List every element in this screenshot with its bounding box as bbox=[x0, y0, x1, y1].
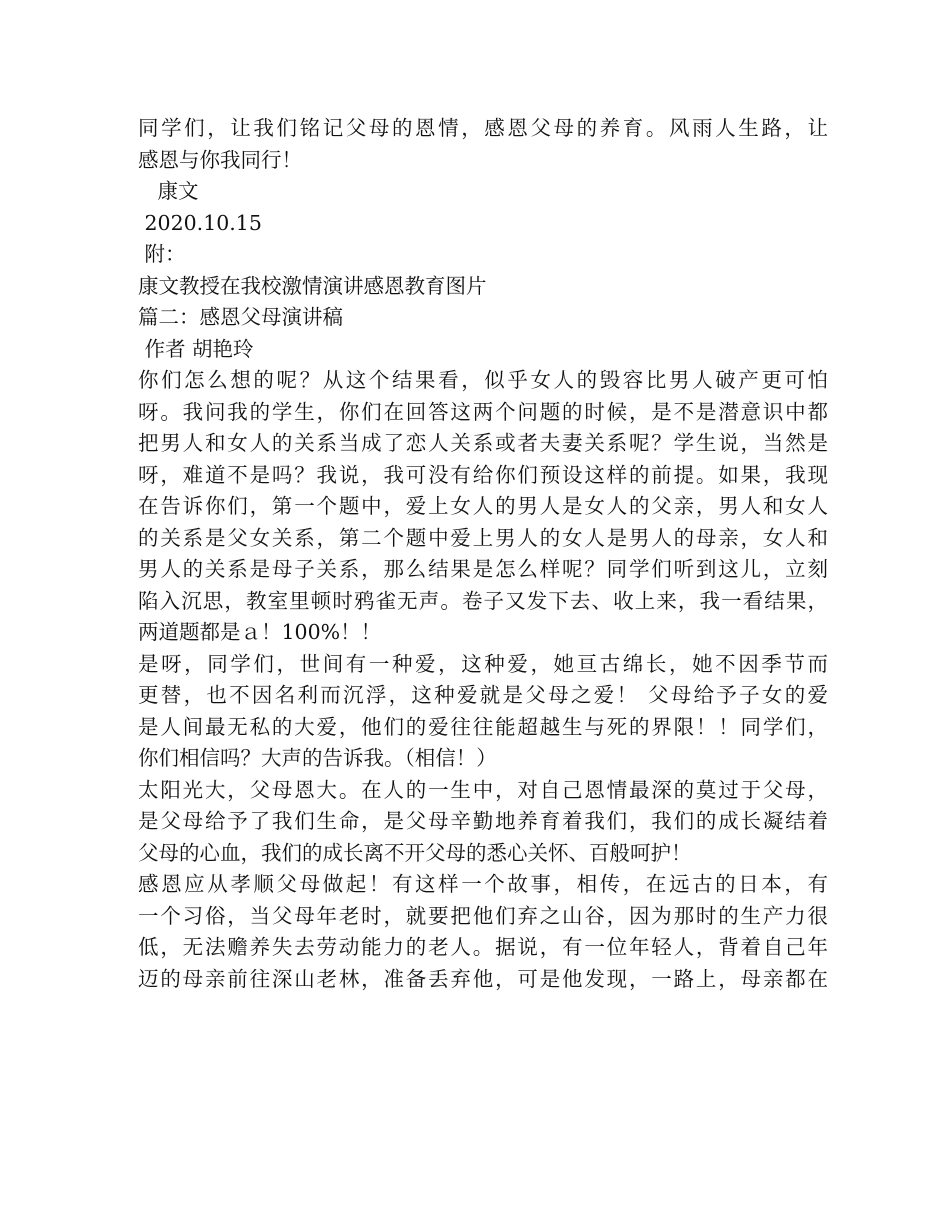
text-line: 感恩与你我同行！ bbox=[138, 147, 302, 172]
text-line: 呀，难道不是吗？我说，我可没有给你们预设这样的前提。如果，我现 bbox=[138, 462, 828, 487]
signature-name: 康文 bbox=[138, 179, 199, 203]
text-line: 父母的心血，我们的成长离不开父母的悉心关怀、百般呵护！ bbox=[138, 840, 692, 865]
text-line: 的关系是父女关系，第二个题中爱上男人的女人是男人的母亲，女人和 bbox=[138, 525, 828, 550]
text-line: 是父母给予了我们生命，是父母辛勤地养育着我们，我们的成长凝结着 bbox=[138, 809, 828, 833]
text-line: 把男人和女人的关系当成了恋人关系或者夫妻关系呢？学生说，当然是 bbox=[138, 431, 828, 455]
author-line: 作者 胡艳玲 bbox=[138, 336, 254, 361]
document-body bbox=[138, 113, 828, 995]
text-line: 男人的关系是母子关系，那么结果是怎么样呢？同学们听到这儿，立刻 bbox=[138, 557, 828, 581]
signature-date: 2020.10.15 bbox=[138, 210, 262, 235]
text-line: 呀。我问我的学生，你们在回答这两个问题的时候，是不是潜意识中都 bbox=[138, 399, 828, 424]
text-line: 在告诉你们，第一个题中，爱上女人的男人是女人的父亲，男人和女人 bbox=[138, 494, 828, 518]
text-line: 感恩应从孝顺父母做起！有这样一个故事，相传，在远古的日本，有 bbox=[138, 872, 828, 896]
text-line: 一个习俗，当父母年老时，就要把他们弃之山谷，因为那时的生产力很 bbox=[138, 903, 828, 928]
section-title: 篇二：感恩父母演讲稿 bbox=[138, 305, 343, 329]
text-line: 低，无法赡养失去劳动能力的老人。据说，有一位年轻人，背着自己年 bbox=[138, 935, 828, 959]
text-line: 更替，也不因名利而沉浮，这种爱就是父母之爱！ 父母给予子女的爱 bbox=[138, 683, 828, 707]
text-line: 太阳光大，父母恩大。在人的一生中，对自己恩情最深的莫过于父母， bbox=[138, 777, 828, 802]
text-line: 你们怎么想的呢？从这个结果看，似乎女人的毁容比男人破产更可怕 bbox=[138, 368, 828, 392]
text-line: 你们相信吗？大声的告诉我。（相信！） bbox=[138, 746, 497, 770]
text-line: 两道题都是ａ！100%！！ bbox=[138, 620, 382, 644]
text-line: 是人间最无私的大爱，他们的爱往往能超越生与死的界限！！同学们， bbox=[138, 714, 828, 739]
text-line: 陷入沉思，教室里顿时鸦雀无声。卷子又发下去、收上来，我一看结果， bbox=[138, 588, 828, 613]
appendix-caption: 康文教授在我校激情演讲感恩教育图片 bbox=[138, 273, 487, 298]
text-line: 迈的母亲前往深山老林，准备丢弃他，可是他发现，一路上，母亲都在 bbox=[138, 966, 828, 991]
text-line: 同学们，让我们铭记父母的恩情，感恩父母的养育。风雨人生路，让 bbox=[138, 116, 828, 140]
text-line: 是呀，同学们，世间有一种爱，这种爱，她亘古绵长，她不因季节而 bbox=[138, 651, 828, 676]
appendix-label: 附： bbox=[138, 242, 186, 266]
